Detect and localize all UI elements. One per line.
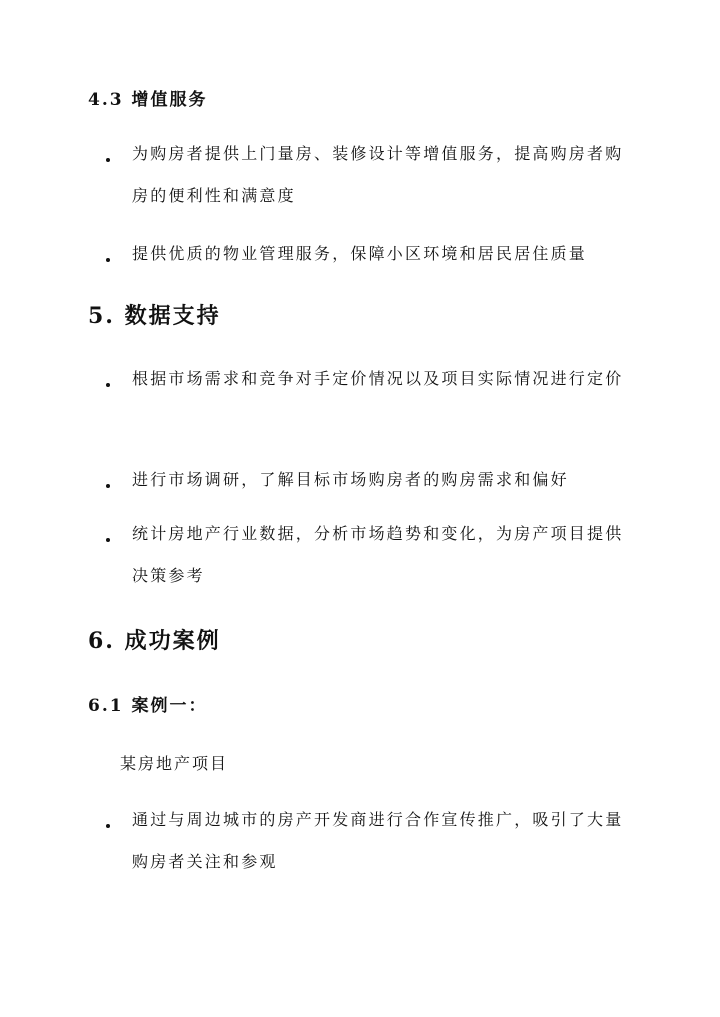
list-item	[106, 812, 626, 896]
heading-5: 5. 数据支持	[88, 303, 221, 329]
bullet-icon	[106, 538, 110, 542]
list-item	[106, 246, 626, 288]
list-item	[106, 526, 626, 610]
list-item-text: 提供优质的物业管理服务，保障小区环境和居民居住质量	[132, 244, 588, 263]
bullet-icon	[106, 824, 110, 828]
list-item-text: 通过与周边城市的房产开发商进行合作宣传推广，吸引了大量购房者关注和参观	[132, 810, 624, 871]
heading-6: 6. 成功案例	[88, 628, 221, 654]
heading-4-3: 4.3 增值服务	[88, 90, 208, 110]
bullet-icon	[106, 484, 110, 488]
list-item-text: 根据市场需求和竞争对手定价情况以及项目实际情况进行定价	[132, 369, 624, 388]
list-item-text: 进行市场调研，了解目标市场购房者的购房需求和偏好	[132, 470, 569, 489]
list-item	[106, 371, 626, 413]
list-item-text: 统计房地产行业数据，分析市场趋势和变化，为房产项目提供决策参考	[132, 524, 624, 585]
list-item	[106, 472, 626, 514]
list-item	[106, 146, 626, 230]
bullet-icon	[106, 158, 110, 162]
bullet-icon	[106, 258, 110, 262]
case-intro: 某房地产项目	[120, 754, 229, 773]
heading-6-1: 6.1 案例一：	[88, 696, 208, 716]
bullet-icon	[106, 383, 110, 387]
list-item-text: 为购房者提供上门量房、装修设计等增值服务，提高购房者购房的便利性和满意度	[132, 144, 624, 205]
